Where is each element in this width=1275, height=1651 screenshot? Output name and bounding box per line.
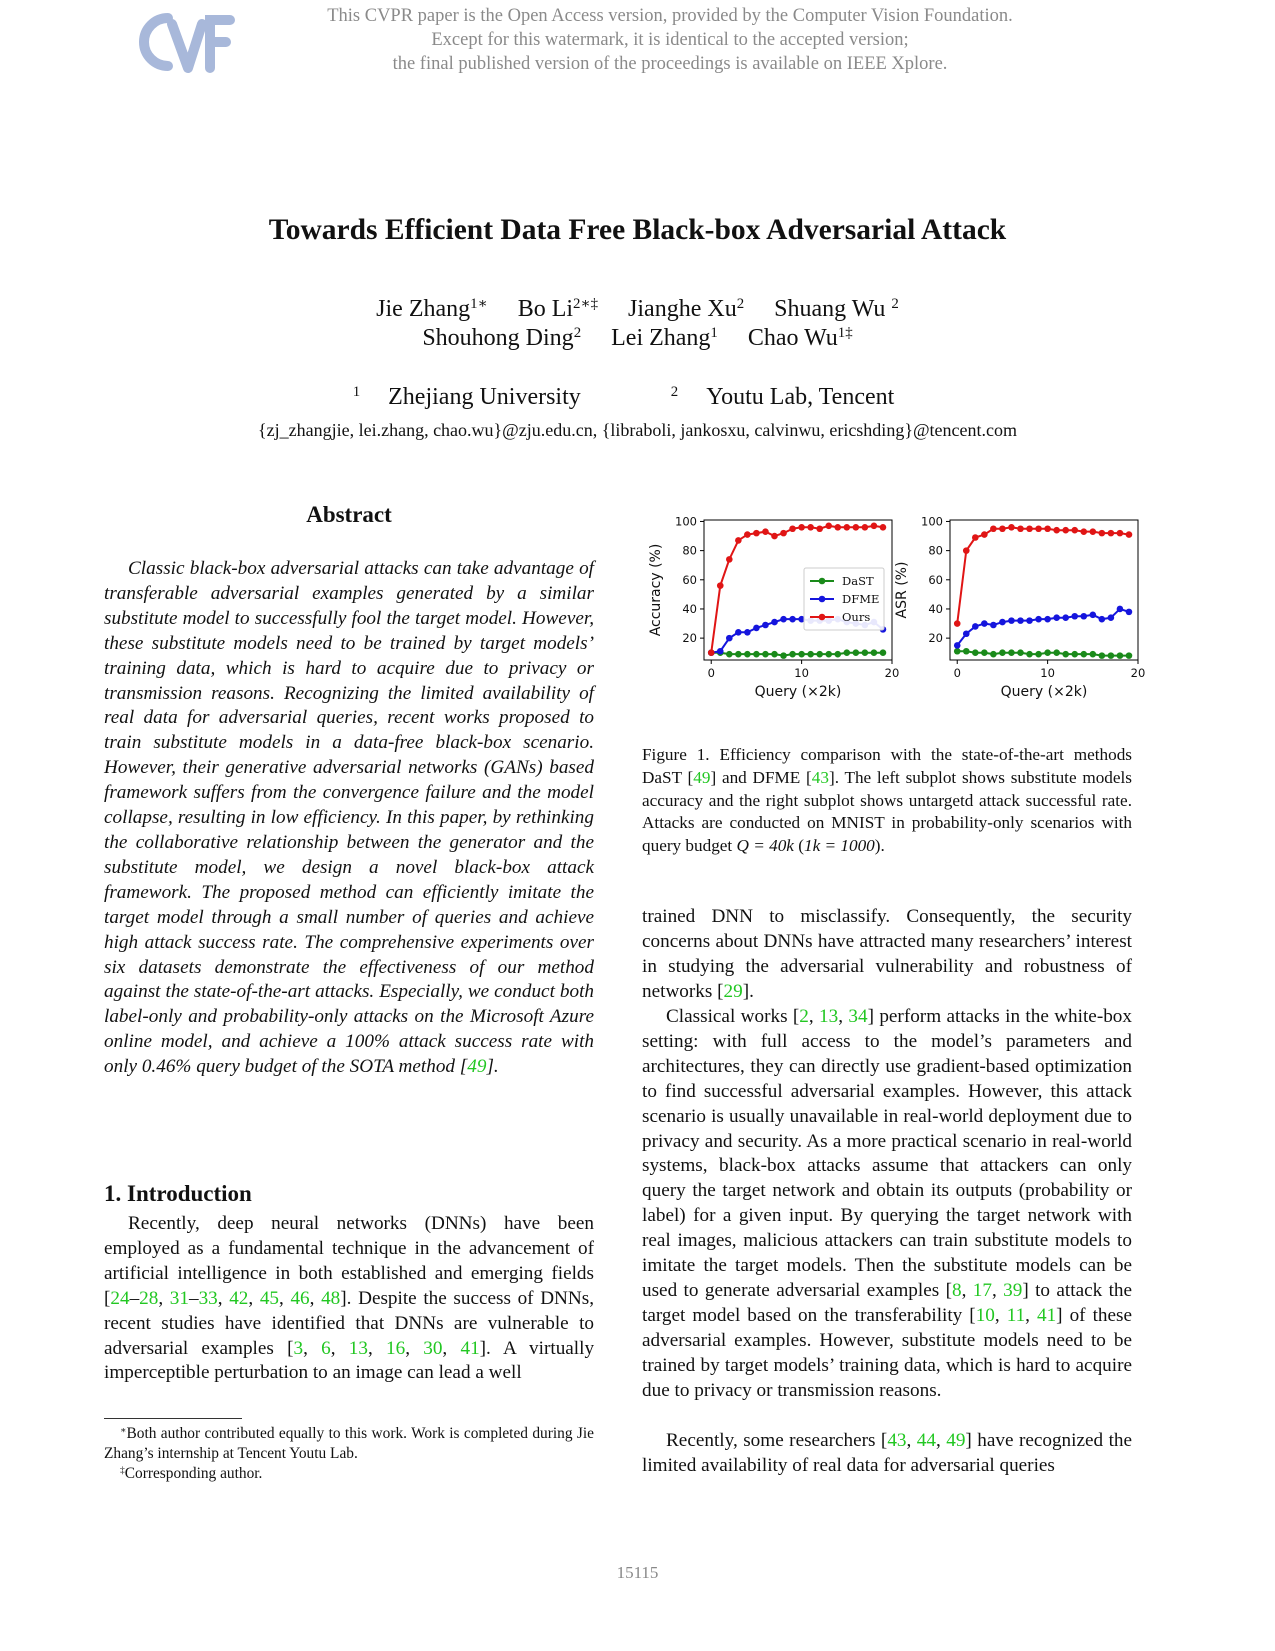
y-tick-label: 20 bbox=[928, 631, 943, 646]
math-expression: Q = 40k bbox=[736, 836, 794, 856]
data-point bbox=[999, 525, 1006, 532]
data-point bbox=[853, 649, 860, 656]
citation-link[interactable]: 43 bbox=[811, 767, 829, 787]
data-point bbox=[735, 537, 742, 544]
data-point bbox=[1080, 613, 1087, 620]
data-point bbox=[825, 523, 832, 530]
watermark-line: This CVPR paper is the Open Access version, provided by the Computer Vision Foundation. bbox=[327, 6, 1013, 26]
data-point bbox=[1008, 649, 1015, 656]
data-point bbox=[744, 531, 751, 538]
data-point bbox=[1008, 617, 1015, 624]
data-point bbox=[789, 616, 796, 623]
citation-link[interactable]: 30 bbox=[423, 1337, 443, 1359]
data-point bbox=[780, 616, 787, 623]
citation-link[interactable]: 42 bbox=[229, 1287, 249, 1309]
x-tick-label: 10 bbox=[794, 666, 809, 680]
data-point bbox=[753, 651, 760, 658]
data-point bbox=[816, 651, 823, 658]
author: Lei Zhang$^1$ bbox=[611, 324, 718, 351]
data-point bbox=[853, 524, 860, 531]
author-row bbox=[0, 325, 1275, 352]
data-point bbox=[1035, 616, 1042, 623]
cvf-logo-graphic bbox=[138, 6, 234, 78]
citation-link[interactable]: 10 bbox=[975, 1304, 995, 1326]
data-point bbox=[999, 649, 1006, 656]
citation-link[interactable]: 13 bbox=[819, 1006, 839, 1027]
cvf-logo bbox=[138, 6, 234, 78]
data-point bbox=[753, 625, 760, 632]
x-tick-label: 0 bbox=[707, 666, 715, 680]
y-tick-label: 60 bbox=[682, 572, 697, 587]
data-point bbox=[1053, 527, 1060, 534]
data-point bbox=[1080, 651, 1087, 658]
citation-link[interactable]: 11 bbox=[1006, 1304, 1026, 1326]
data-point bbox=[1117, 652, 1124, 659]
citation-link[interactable]: 6 bbox=[321, 1337, 331, 1359]
x-axis-label: Query (×2k) bbox=[1000, 684, 1088, 700]
watermark-line: the final published version of the proceedings is available on IEEE Xplore. bbox=[392, 54, 948, 74]
data-point bbox=[771, 651, 778, 658]
data-point bbox=[735, 629, 742, 636]
citation-link[interactable]: 2 bbox=[799, 1006, 809, 1027]
citation-link[interactable]: 44 bbox=[916, 1430, 936, 1451]
data-point bbox=[1126, 531, 1133, 538]
author: Jie Zhang$^{1∗}$ bbox=[376, 295, 488, 322]
data-point bbox=[1099, 652, 1106, 659]
data-point bbox=[807, 651, 814, 658]
data-point bbox=[798, 524, 805, 531]
data-point bbox=[972, 649, 979, 656]
data-point bbox=[1026, 617, 1033, 624]
data-point bbox=[762, 528, 769, 535]
data-point bbox=[954, 642, 961, 649]
series-ours bbox=[954, 524, 1132, 627]
data-point bbox=[1090, 651, 1097, 658]
data-point bbox=[1017, 617, 1024, 624]
affiliation: $^1$ Zhejiang University bbox=[352, 383, 581, 410]
intro-paragraph: Recently, deep neural networks (DNNs) have been employed as a fundamental technique in the advancement of artificial intelligence in both established and emerging fields [24–28, 31–33, 42, 45, 46, 48]. Despite the success of DNNs, recent studies have identified that DNNs are vulnerable to adversarial examples [3, 6, 13, 16, 30, 41]. A virtually imperceptible perturbation to an image can lead a well bbox=[104, 1213, 595, 1384]
data-point bbox=[972, 623, 979, 630]
data-point bbox=[1108, 652, 1115, 659]
data-point bbox=[744, 651, 751, 658]
data-point bbox=[726, 635, 733, 642]
series-dfme bbox=[954, 606, 1132, 649]
legend-label: DaST bbox=[842, 574, 874, 588]
data-point bbox=[798, 651, 805, 658]
author-row bbox=[0, 296, 1275, 323]
y-axis-label: ASR (%) bbox=[894, 561, 910, 619]
data-point bbox=[1071, 651, 1078, 658]
data-point bbox=[1044, 525, 1051, 532]
legend-label: Ours bbox=[842, 610, 871, 624]
data-point bbox=[816, 525, 823, 532]
citation-link[interactable]: 8 bbox=[951, 1279, 962, 1301]
data-point bbox=[1053, 614, 1060, 621]
data-point bbox=[1062, 651, 1069, 658]
y-axis-label: Accuracy (%) bbox=[648, 543, 664, 637]
footnote-divider bbox=[104, 1418, 242, 1419]
affiliations bbox=[0, 384, 1275, 411]
footnote: ∗Both author contributed equally to this work. Work is completed during Jie Zhang’s internship at Tencent Youtu Lab. bbox=[104, 1424, 594, 1462]
data-point bbox=[963, 630, 970, 637]
data-point bbox=[780, 652, 787, 659]
data-point bbox=[753, 530, 760, 537]
abstract-text: Classic black-box adversarial attacks can take advantage of transferable adversarial examples generated by a similar substitute model to successfully fool the target model. However, these substitute models need to be trained by target models’ training data, which is hard to acquire due to privacy or transmission reasons. Recognizing the limited availability of real data for adversarial queries, recent works proposed to train substitute models in a data-free black-box scenario. However, their generative adversarial networks (GANs) based framework suffers from the convergence failure and the model collapse, resulting in low efficiency. In this paper, by rethinking the collaborative relationship between the generator and the substitute model, we design a novel black-box attack framework. The proposed method can efficiently imitate the target model through a small number of queries and achieve high attack success rate. The comprehensive experiments over six datasets demonstrate the effectiveness of our method against the state-of-the-art attacks. Especially, we conduct both label-only and probability-only attacks on the Microsoft Azure online model, and achieve a 100% attack success rate with only 0.46% query budget of the SOTA method [49]. bbox=[104, 558, 594, 1078]
citation-link[interactable]: 49 bbox=[946, 1430, 966, 1451]
citation-link[interactable]: 41 bbox=[460, 1337, 480, 1359]
data-point bbox=[1044, 649, 1051, 656]
data-point bbox=[1053, 649, 1060, 656]
citation-link[interactable]: 33 bbox=[198, 1287, 218, 1309]
data-point bbox=[1126, 609, 1133, 616]
data-point bbox=[825, 651, 832, 658]
series-line bbox=[957, 609, 1129, 645]
citation-link[interactable]: 45 bbox=[259, 1287, 280, 1309]
data-point bbox=[981, 620, 988, 627]
citation-link[interactable]: 43 bbox=[887, 1430, 907, 1451]
data-point bbox=[862, 649, 869, 656]
y-tick-label: 20 bbox=[682, 631, 697, 646]
data-point bbox=[1035, 651, 1042, 658]
author: Jianghe Xu$^2$ bbox=[628, 295, 745, 322]
paper-title: Towards Efficient Data Free Black-box Adversarial Attack bbox=[268, 214, 1007, 246]
data-point bbox=[780, 530, 787, 537]
y-tick-label: 80 bbox=[682, 543, 697, 558]
data-point bbox=[1017, 525, 1024, 532]
data-point bbox=[789, 525, 796, 532]
data-point bbox=[771, 619, 778, 626]
data-point bbox=[1117, 606, 1124, 613]
citation-link[interactable]: 48 bbox=[321, 1287, 341, 1309]
citation-link[interactable]: 34 bbox=[848, 1006, 868, 1027]
math-expression: 1k = 1000 bbox=[803, 836, 875, 856]
chart-panel-2 bbox=[894, 514, 1145, 700]
data-point bbox=[862, 524, 869, 531]
author: Shuang Wu $^2$ bbox=[774, 295, 899, 322]
citation-link[interactable]: 49 bbox=[467, 1056, 487, 1078]
plot-frame bbox=[950, 520, 1138, 660]
data-point bbox=[990, 622, 997, 629]
citation-link[interactable]: 24 bbox=[110, 1287, 130, 1309]
data-point bbox=[1044, 616, 1051, 623]
footnote: ‡Corresponding author. bbox=[120, 1464, 263, 1482]
x-tick-label: 20 bbox=[884, 666, 900, 680]
citation-link[interactable]: 16 bbox=[386, 1337, 406, 1359]
intro-paragraph-continued: trained DNN to misclassify. Consequently, the security concerns about DNNs have attracted many researchers’ interest in studying the adversarial vulnerability and robustness of networks [29]. bbox=[642, 906, 1132, 1002]
data-point bbox=[717, 582, 724, 589]
data-point bbox=[1035, 525, 1042, 532]
y-tick-label: 40 bbox=[928, 601, 943, 616]
citation-link[interactable]: 49 bbox=[693, 767, 711, 787]
citation-link[interactable]: 17 bbox=[972, 1279, 992, 1301]
data-point bbox=[735, 651, 742, 658]
data-point bbox=[981, 649, 988, 656]
author: Shouhong Ding$^2$ bbox=[422, 324, 582, 351]
x-tick-label: 0 bbox=[953, 666, 961, 680]
data-point bbox=[789, 651, 796, 658]
author: Chao $Wu^{1\ddagger}$ bbox=[747, 324, 853, 351]
data-point bbox=[1090, 611, 1097, 618]
citation-link[interactable]: 28 bbox=[139, 1287, 159, 1309]
legend-marker bbox=[819, 578, 826, 585]
data-point bbox=[1080, 528, 1087, 535]
legend-label: DFME bbox=[842, 592, 880, 606]
data-point bbox=[762, 651, 769, 658]
x-axis-label: Query (×2k) bbox=[754, 684, 842, 700]
data-point bbox=[726, 556, 733, 563]
data-point bbox=[1071, 527, 1078, 534]
data-point bbox=[771, 533, 778, 540]
watermark-notice bbox=[290, 4, 1050, 76]
data-point bbox=[834, 651, 841, 658]
citation-link[interactable]: 29 bbox=[723, 980, 743, 1002]
data-point bbox=[1062, 527, 1069, 534]
citation-link[interactable]: 31 bbox=[169, 1287, 189, 1309]
data-point bbox=[1108, 614, 1115, 621]
data-point bbox=[871, 649, 878, 656]
citation-link[interactable]: 39 bbox=[1003, 1279, 1023, 1301]
data-point bbox=[1026, 651, 1033, 658]
data-point bbox=[844, 649, 851, 656]
data-point bbox=[1126, 652, 1133, 659]
data-point bbox=[1071, 613, 1078, 620]
author-emails: {zj_zhangjie, lei.zhang, chao.wu}@zju.edu.cn, {libraboli, jankosxu, calvinwu, ericshding}@tencent.com bbox=[258, 420, 1017, 440]
section-heading-introduction: 1. Introduction bbox=[104, 1181, 252, 1206]
data-point bbox=[963, 648, 970, 655]
data-point bbox=[990, 651, 997, 658]
data-point bbox=[972, 534, 979, 541]
y-tick-label: 80 bbox=[928, 543, 943, 558]
intro-paragraph: Classical works [2, 13, 34] perform attacks in the white-box setting: with full access to the model’s parameters and architectures, they can directly use gradient-based optimization to find successful adversarial examples. However, this attack scenario is usually unavailable in real-world deployment due to privacy and security. As a more practical scenario in real-world systems, black-box attacks assume that attackers can only query the target network and obtain its outputs (probability or label) for a given input. By querying the target network with real images, malicious attackers can train substitute models to imitate the target models. Then the substitute models can be used to generate adversarial examples [8, 17, 39] to attack the target model based on the transferability [10, 11, 41] of these adversarial examples. However, substitute models need to be trained by target models’ training data, which is hard to acquire due to privacy or transmission reasons. bbox=[642, 1006, 1133, 1401]
data-point bbox=[999, 619, 1006, 626]
figure-caption: Figure 1. Efficiency comparison with the state-of-the-art methods DaST [49] and DFME [43]. The left subplot shows substitute models accuracy and the right subplot shows untargetd attack successful rate. Attacks are conducted on MNIST in probability-only scenarios with query budget Q = 40k (1k = 1000). bbox=[642, 745, 1132, 856]
abstract-heading: Abstract bbox=[306, 502, 392, 527]
data-point bbox=[954, 620, 961, 627]
data-point bbox=[981, 531, 988, 538]
data-point bbox=[844, 524, 851, 531]
series-line bbox=[957, 527, 1129, 623]
data-point bbox=[1099, 616, 1106, 623]
legend-marker bbox=[819, 596, 826, 603]
data-point bbox=[1026, 525, 1033, 532]
citation-link[interactable]: 3 bbox=[293, 1337, 304, 1359]
chart-panel-1 bbox=[648, 514, 899, 700]
legend-marker bbox=[819, 614, 826, 621]
data-point bbox=[990, 525, 997, 532]
citation-link[interactable]: 41 bbox=[1036, 1304, 1057, 1326]
data-point bbox=[871, 523, 878, 530]
data-point bbox=[744, 629, 751, 636]
affiliation: $^2$ Youtu Lab, Tencent bbox=[670, 383, 895, 410]
data-point bbox=[807, 524, 814, 531]
x-tick-label: 20 bbox=[1130, 666, 1146, 680]
data-point bbox=[726, 651, 733, 658]
data-point bbox=[1008, 524, 1015, 531]
citation-link[interactable]: 46 bbox=[290, 1287, 310, 1309]
data-point bbox=[1117, 530, 1124, 537]
y-tick-label: 100 bbox=[921, 514, 943, 529]
intro-paragraph: Recently, some researchers [43, 44, 49] have recognized the limited availability of real data for adversarial queries bbox=[642, 1430, 1133, 1476]
data-point bbox=[762, 622, 769, 629]
chart-legend bbox=[804, 568, 884, 630]
y-tick-label: 60 bbox=[928, 572, 943, 587]
data-point bbox=[963, 547, 970, 554]
data-point bbox=[834, 524, 841, 531]
data-point bbox=[1099, 530, 1106, 537]
data-point bbox=[880, 649, 887, 656]
data-point bbox=[880, 524, 887, 531]
data-point bbox=[1017, 649, 1024, 656]
y-tick-label: 100 bbox=[675, 514, 697, 529]
data-point bbox=[954, 648, 961, 655]
page-number: 15115 bbox=[616, 1563, 659, 1582]
data-point bbox=[1062, 614, 1069, 621]
y-tick-label: 40 bbox=[682, 601, 697, 616]
author: Bo $Li^{2∗\ddagger}$ bbox=[517, 295, 599, 322]
series-dast bbox=[954, 648, 1132, 659]
data-point bbox=[708, 649, 715, 656]
data-point bbox=[1090, 528, 1097, 535]
data-point bbox=[1108, 530, 1115, 537]
series-dast bbox=[708, 649, 886, 659]
figure-1-charts bbox=[640, 506, 1146, 716]
watermark-line: Except for this watermark, it is identical to the accepted version; bbox=[431, 30, 909, 50]
data-point bbox=[717, 648, 724, 655]
citation-link[interactable]: 13 bbox=[348, 1337, 368, 1359]
x-tick-label: 10 bbox=[1040, 666, 1055, 680]
